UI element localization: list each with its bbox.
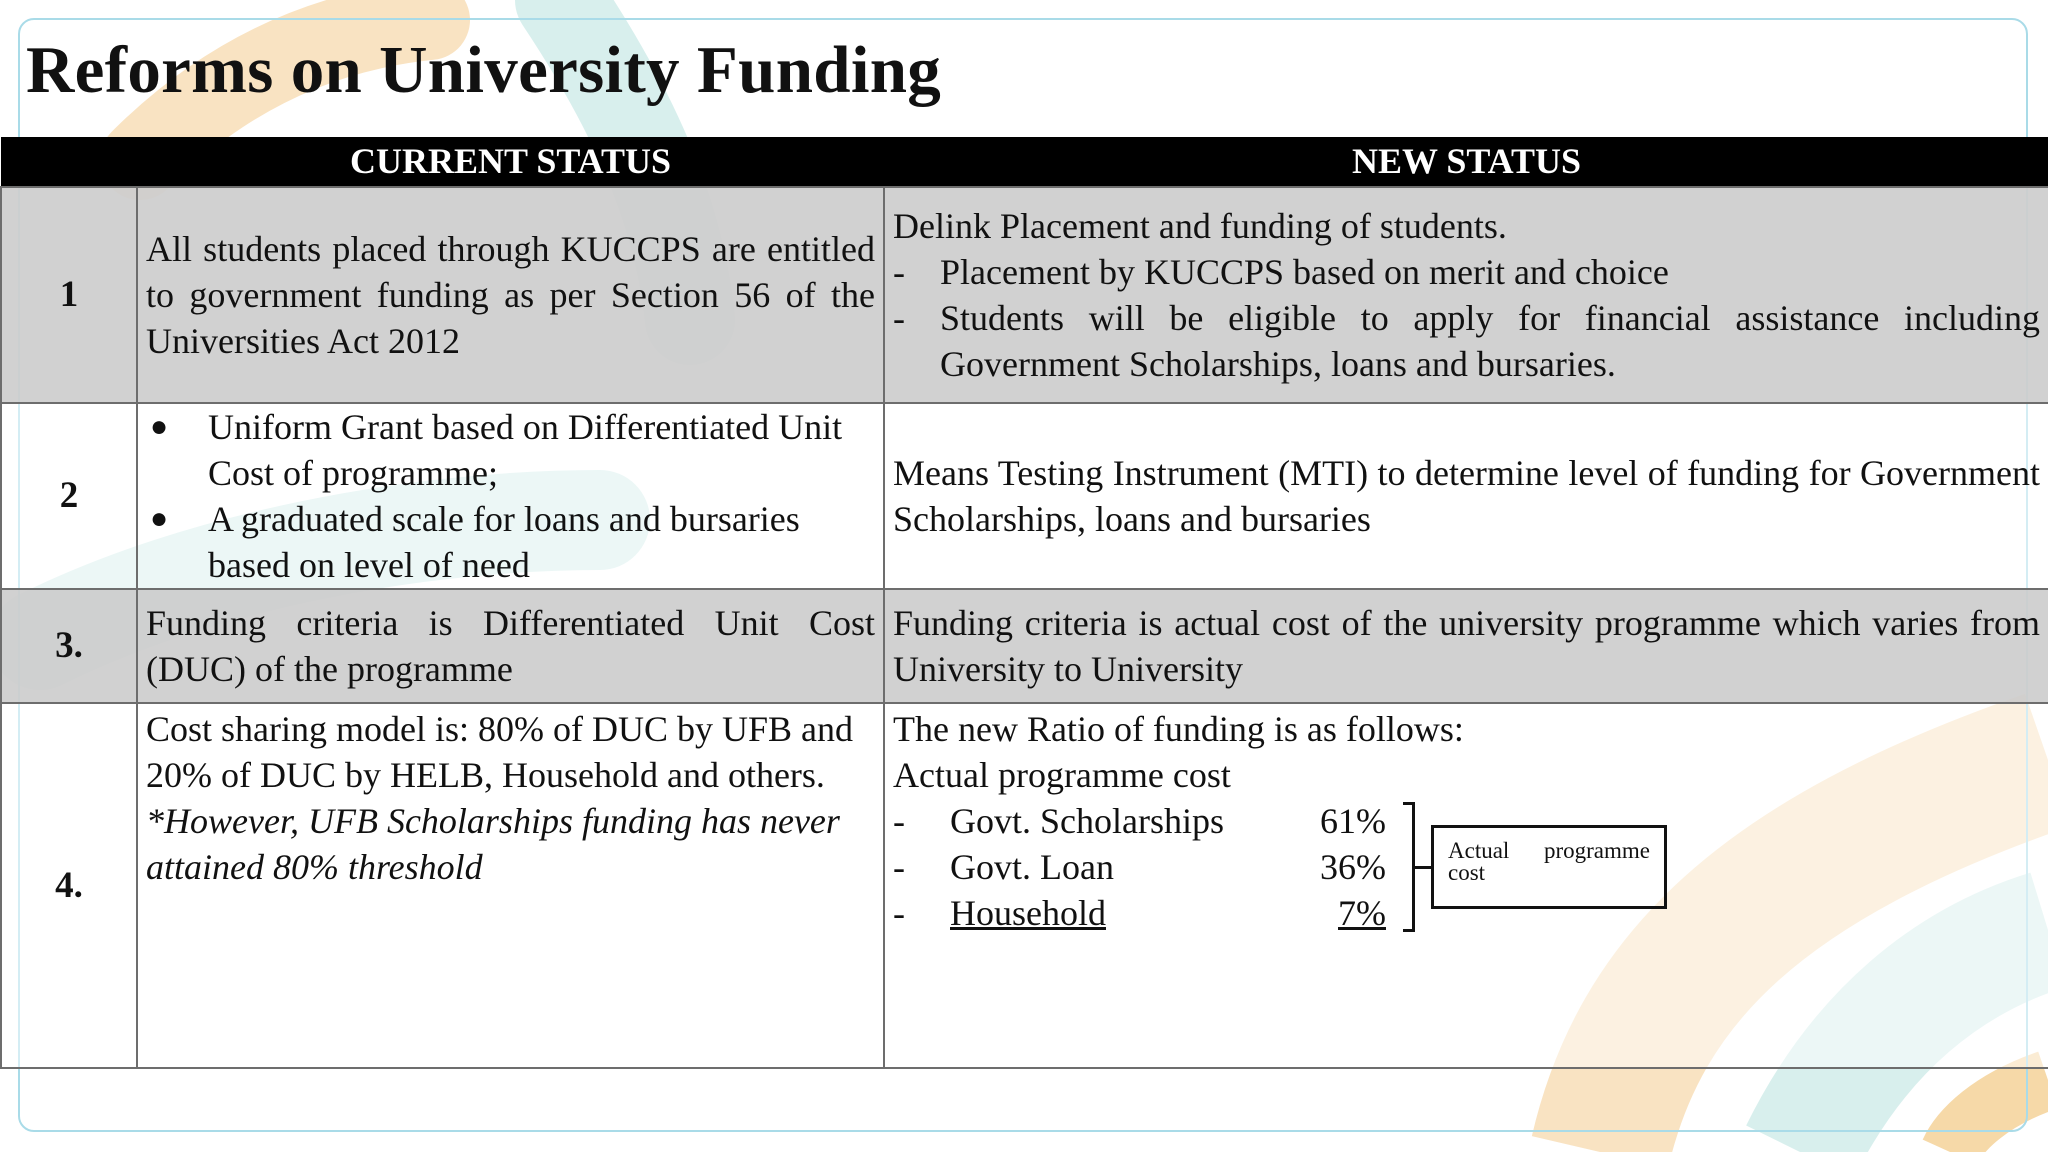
ratio-label: Household <box>950 893 1106 933</box>
list-item-text: Uniform Grant based on Differentiated Unit Cost of programme; <box>208 407 843 493</box>
list-item-text: Students will be eligible to apply for financial assistance including Government Scholarships, loans and bursaries. <box>940 298 2040 384</box>
bracket-tick <box>1415 866 1431 869</box>
actual-cost-box: Actual programme cost <box>1431 825 1667 909</box>
table-row <box>1 403 2048 589</box>
row-number: 4. <box>1 703 137 1068</box>
ratio-value: 61% <box>1320 801 1386 841</box>
new-status-cell <box>884 187 2048 403</box>
threshold-note: *However, UFB Scholarships funding has never attained 80% threshold <box>146 801 840 887</box>
table-header-row <box>1 137 2048 187</box>
list-item-text: A graduated scale for loans and bursaries based on level of need <box>208 499 800 585</box>
header-new-status: NEW STATUS <box>884 137 2048 187</box>
cost-sharing-text: Cost sharing model is: 80% of DUC by UFB and 20% of DUC by HELB, Household and others. <box>146 709 853 795</box>
slide-title: Reforms on University Funding <box>26 33 942 107</box>
dash-marker: - <box>893 801 905 841</box>
new-status-cell <box>884 703 2048 1068</box>
current-status-cell: All students placed through KUCCPS are entitled to government funding as per Section 56 of the Universities Act 2012 <box>137 187 884 403</box>
dash-marker: - <box>893 893 905 933</box>
funding-reforms-table <box>0 137 2048 1069</box>
ratio-label: Govt. Loan <box>950 847 1114 887</box>
header-current-status: CURRENT STATUS <box>137 137 884 187</box>
ratio-label: Govt. Scholarships <box>950 801 1224 841</box>
list-item <box>146 404 875 496</box>
new-ratio-subtitle: Actual programme cost <box>893 755 1231 795</box>
dash-marker: - <box>893 298 905 338</box>
list-item <box>893 295 2040 387</box>
bracket-connector <box>1403 802 1415 932</box>
new-status-cell: Means Testing Instrument (MTI) to determine level of funding for Government Scholarships, loans and bursaries <box>884 403 2048 589</box>
new-status-cell: Funding criteria is actual cost of the university programme which varies from University to University <box>884 589 2048 703</box>
list-item-text: Placement by KUCCPS based on merit and choice <box>940 252 1669 292</box>
header-number <box>1 137 137 187</box>
ratio-value: 36% <box>1320 847 1386 887</box>
bullet-icon: ● <box>150 502 169 535</box>
row-number: 1 <box>1 187 137 403</box>
table-row <box>1 589 2048 703</box>
dash-marker: - <box>893 252 905 292</box>
dash-marker: - <box>893 847 905 887</box>
current-status-cell: Funding criteria is Differentiated Unit Cost (DUC) of the programme <box>137 589 884 703</box>
current-status-cell <box>137 703 884 1068</box>
row-number: 2 <box>1 403 137 589</box>
ratio-list <box>893 798 2040 936</box>
table-row <box>1 187 2048 403</box>
table-row <box>1 703 2048 1068</box>
row-number: 3. <box>1 589 137 703</box>
list-item <box>146 496 875 588</box>
list-item <box>893 249 2040 295</box>
current-status-cell <box>137 403 884 589</box>
ratio-value: 7% <box>1338 893 1386 933</box>
bullet-icon: ● <box>150 410 169 443</box>
new-ratio-intro: The new Ratio of funding is as follows: <box>893 709 1464 749</box>
new-status-intro: Delink Placement and funding of students. <box>893 206 1507 246</box>
